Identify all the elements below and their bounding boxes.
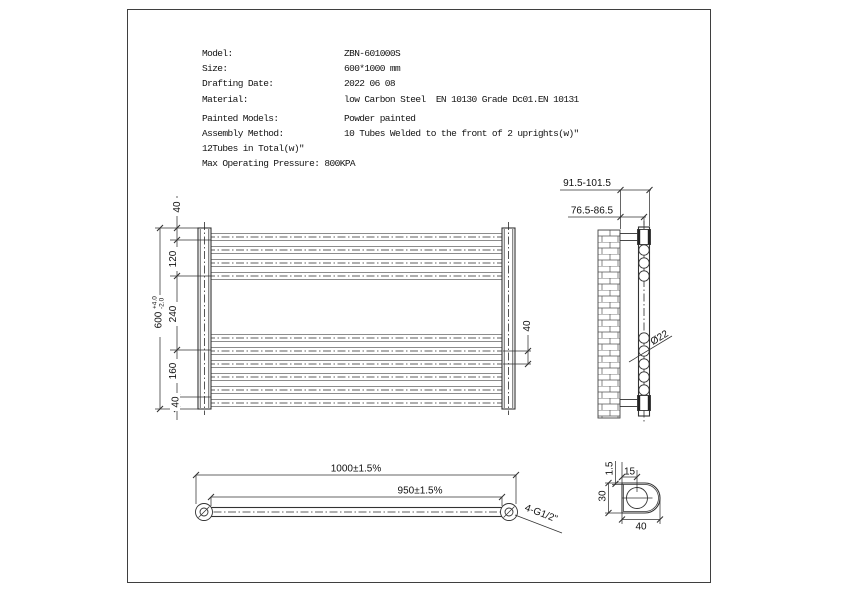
- top-wall-bracket: [620, 230, 651, 245]
- front-view: [150, 196, 533, 420]
- spec-label: Material:: [202, 94, 248, 105]
- bottom-view: [193, 464, 562, 534]
- dim-profile-width: 40: [635, 521, 647, 533]
- dim-overall-height: [150, 295, 166, 337]
- dim-tube-pitch: 40: [522, 320, 534, 332]
- dim-tube-diameter: Ø22: [648, 328, 671, 348]
- spec-label: Size:: [202, 63, 228, 74]
- dim-centre-distance: 950±1.5%: [397, 485, 443, 497]
- dim-bottom-offset: 40: [170, 396, 182, 408]
- spec-label: Model:: [202, 48, 233, 59]
- height-tol-plus: +4.0: [151, 296, 159, 309]
- wall-section: [598, 230, 620, 418]
- right-connection: [501, 504, 518, 521]
- height-nominal: 600: [153, 311, 165, 329]
- dim-hole-offset: 15: [623, 466, 636, 478]
- spec-label: 12Tubes in Total(w)": [202, 143, 305, 154]
- left-connection: [196, 504, 213, 521]
- dim-connections: 4-G1/2": [523, 502, 559, 526]
- dim-upper-group: 120: [168, 250, 179, 268]
- dim-wall-to-center: 76.5-86.5: [570, 205, 614, 217]
- spec-label: Max Operating Pressure: 800KPA: [202, 158, 356, 169]
- dim-wall-thickness: 1.5: [604, 461, 616, 476]
- dim-wall-to-outer: 91.5-101.5: [563, 178, 611, 189]
- dim-top-offset: 40: [172, 201, 183, 213]
- dim-overall-width: 1000±1.5%: [330, 463, 382, 475]
- tube-section-detail: [598, 461, 664, 533]
- spec-value: 600*1000 mm: [344, 63, 401, 74]
- spec-value: low Carbon Steel EN 10130 Grade Dc01.EN 10131: [344, 94, 579, 105]
- spec-label: Painted Models:: [202, 113, 279, 124]
- right-upright: [502, 222, 515, 415]
- tube-bars: [207, 234, 506, 407]
- side-view: [560, 178, 672, 422]
- spec-value: 2022 06 08: [344, 78, 396, 89]
- dim-profile-height: 30: [597, 490, 609, 502]
- dim-lower-group: 160: [168, 362, 179, 380]
- dim-middle-gap: 240: [168, 305, 179, 323]
- spec-label: Assembly Method:: [202, 128, 284, 139]
- spec-value: 10 Tubes Welded to the front of 2 uprights(w)": [344, 128, 579, 139]
- bottom-wall-bracket: [620, 396, 651, 411]
- height-tol-minus: -2.0: [158, 297, 166, 309]
- left-upright: [198, 222, 211, 415]
- plan-tube-bar: [211, 508, 502, 517]
- connection-callout: [515, 503, 562, 533]
- spec-value: ZBN-601000S: [344, 48, 401, 59]
- spec-value: Powder painted: [344, 113, 416, 124]
- plan-dimensions: [193, 464, 519, 507]
- spec-label: Drafting Date:: [202, 78, 274, 89]
